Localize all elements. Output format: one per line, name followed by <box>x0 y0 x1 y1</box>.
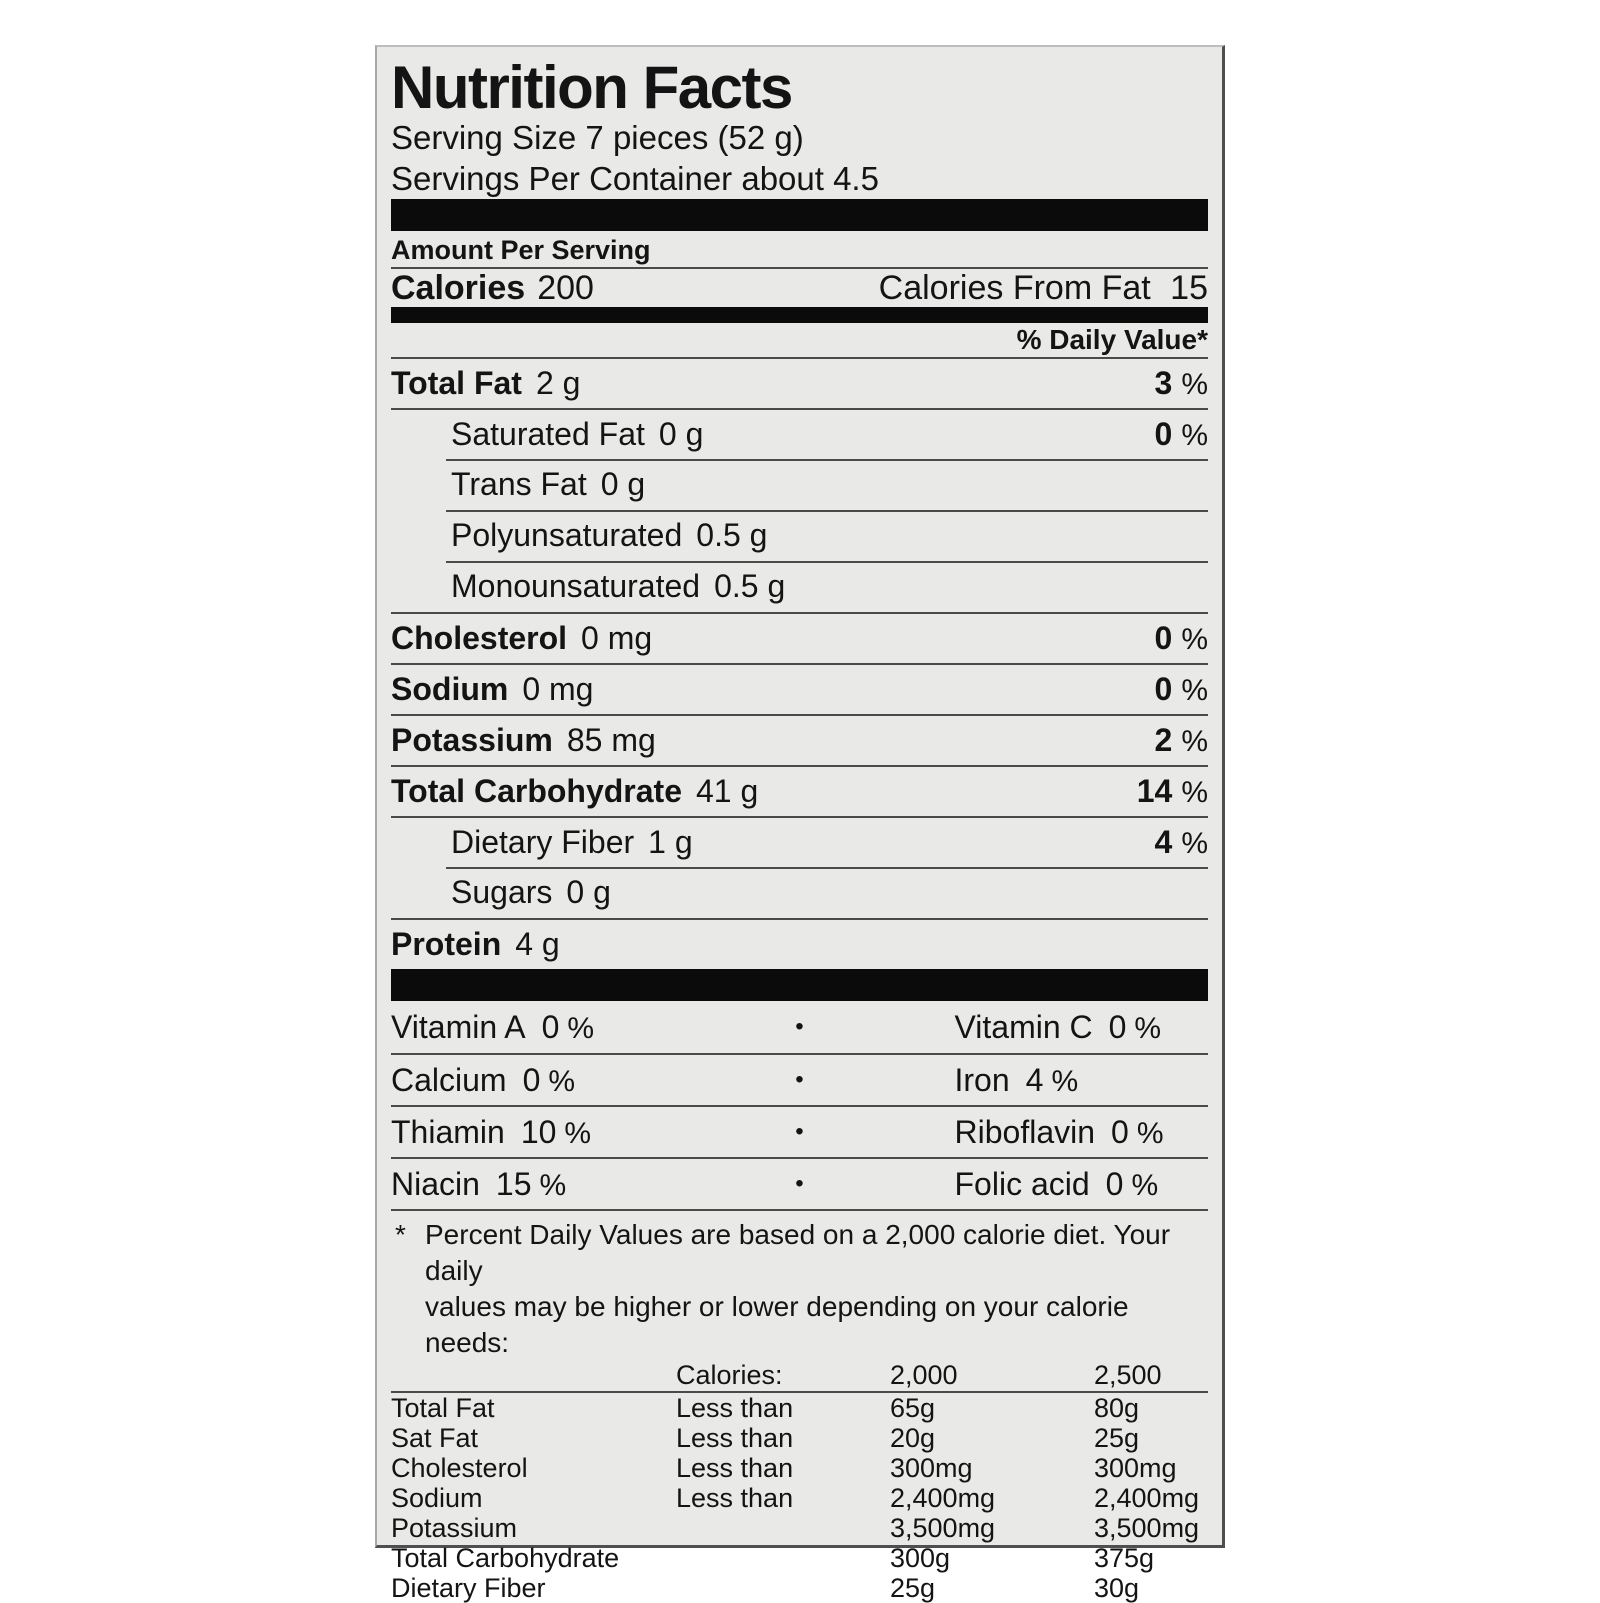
micronutrient-name: Folic acid <box>954 1165 1090 1202</box>
label-title: Nutrition Facts <box>391 54 792 121</box>
footnote-row-sodium: Sodium Less than 2,400mg 2,400mg <box>391 1483 1200 1513</box>
nutrient-amount: 41 g <box>696 773 759 809</box>
nutrient-row-saturated-fat <box>391 408 1208 459</box>
micronutrient-name: Calcium <box>391 1061 507 1098</box>
daily-value-header: % Daily Value* <box>1016 324 1208 355</box>
nutrient-label: Polyunsaturated <box>451 517 683 553</box>
percent-sign: % <box>548 1064 576 1098</box>
daily-value: 4 % <box>1154 824 1208 860</box>
nutrient-row-cholesterol <box>391 612 1208 663</box>
nutrient-amount: 4 g <box>515 926 560 962</box>
nutrient-label: Cholesterol <box>391 620 568 656</box>
percent-sign: % <box>1181 725 1208 758</box>
nutrient-row-monounsaturated <box>391 561 1208 612</box>
footnote-row-total-fat: Total Fat Less than 65g 80g <box>391 1393 1140 1423</box>
nutrient-amount: 1 g <box>648 824 693 860</box>
footnote-row-dietary-fiber: Dietary Fiber 25g 30g <box>391 1573 1140 1603</box>
nutrient-amount: 0.5 g <box>714 568 786 604</box>
nutrient-amount: 0 g <box>658 416 704 452</box>
micronutrient-row-calcium-iron <box>391 1053 1208 1105</box>
nutrition-facts-label <box>375 45 1225 1603</box>
nutrient-row-polyunsaturated <box>391 510 1208 561</box>
percent-sign: % <box>1181 623 1208 656</box>
nutrient-row-protein <box>391 918 1208 969</box>
bullet-separator: • <box>795 1066 804 1093</box>
footnote-header-2000: 2,000 <box>890 1360 958 1390</box>
micronutrient-name: Thiamin <box>391 1113 505 1150</box>
footnote-row-potassium: Potassium 3,500mg 3,500mg <box>391 1513 1200 1543</box>
daily-value: 14 % <box>1136 773 1208 809</box>
daily-value: 0 % <box>1154 416 1208 452</box>
nutrient-amount: 0 mg <box>522 671 594 707</box>
nutrient-label: Saturated Fat <box>451 416 645 452</box>
separator-bar-top <box>391 199 1208 231</box>
micronutrient-name: Vitamin A <box>391 1008 526 1045</box>
footnote-paragraph <box>391 1217 1208 1361</box>
calories-from-fat-value: 15 <box>1170 268 1208 307</box>
bullet-separator: • <box>795 1118 804 1145</box>
micronutrient-name: Riboflavin <box>954 1113 1096 1150</box>
micronutrient-row-niacin-folic-acid <box>391 1157 1208 1209</box>
percent-sign: % <box>1181 674 1208 707</box>
bullet-separator: • <box>795 1170 804 1197</box>
daily-value: 0 % <box>1154 671 1208 707</box>
footnote-row-total-carbohydrate: Total Carbohydrate 300g 375g <box>391 1543 1155 1573</box>
micronutrient-name: Iron <box>954 1061 1010 1098</box>
percent-sign: % <box>1181 368 1208 401</box>
micronutrient-value: 0 <box>522 1061 541 1098</box>
percent-sign: % <box>1051 1064 1079 1098</box>
amount-per-serving-heading: Amount Per Serving <box>391 231 1208 269</box>
nutrient-label: Potassium <box>391 722 553 758</box>
footnote-row-cholesterol: Cholesterol Less than 300mg 300mg <box>391 1453 1177 1483</box>
percent-sign: % <box>539 1168 567 1202</box>
calories-row <box>391 269 1208 307</box>
footnote-section <box>391 1209 1208 1603</box>
nutrient-label: Sodium <box>391 671 509 707</box>
footnote-header-2500: 2,500 <box>1094 1360 1162 1390</box>
micronutrient-value: 0 <box>541 1008 560 1045</box>
nutrient-label: Trans Fat <box>451 466 587 502</box>
micronutrient-value: 10 <box>520 1113 557 1150</box>
percent-sign: % <box>1181 776 1208 809</box>
footnote-line1: Percent Daily Values are based on a 2,000 calorie diet. Your daily <box>425 1219 1171 1286</box>
micronutrient-name: Vitamin C <box>954 1008 1093 1045</box>
micronutrient-name: Niacin <box>391 1165 480 1202</box>
calories-from-fat <box>879 269 1208 308</box>
nutrient-row-sodium <box>391 663 1208 714</box>
percent-sign: % <box>1136 1116 1164 1150</box>
percent-sign: % <box>1131 1168 1159 1202</box>
servings-per-container: Servings Per Container about 4.5 <box>391 160 879 197</box>
separator-bar-calories <box>391 307 1208 323</box>
nutrient-amount: 0 g <box>600 466 646 502</box>
footnote-row-sat-fat: Sat Fat Less than 20g 25g <box>391 1423 1140 1453</box>
nutrient-label: Total Carbohydrate <box>391 773 682 809</box>
calories-from-fat-label: Calories From Fat <box>878 268 1151 307</box>
nutrient-amount: 85 mg <box>566 722 656 758</box>
percent-sign: % <box>1181 827 1208 860</box>
footnote-header-calories: Calories: <box>676 1360 783 1390</box>
micronutrient-value: 0 <box>1105 1165 1124 1202</box>
footnote-line2: values may be higher or lower depending on your calorie needs: <box>425 1291 1129 1358</box>
nutrient-amount: 0 g <box>566 874 611 910</box>
bullet-separator: • <box>795 1013 804 1040</box>
nutrient-amount: 0 mg <box>581 620 653 656</box>
nutrient-label: Protein <box>391 926 502 962</box>
micronutrient-value: 0 <box>1111 1113 1129 1150</box>
nutrient-row-total-fat <box>391 357 1208 408</box>
nutrient-label: Monounsaturated <box>451 568 701 604</box>
daily-value: 3 % <box>1154 365 1208 401</box>
daily-value: 2 % <box>1154 722 1208 758</box>
percent-sign: % <box>1181 419 1208 452</box>
percent-sign: % <box>567 1011 595 1045</box>
footnote-table-header <box>391 1361 1208 1393</box>
serving-size: Serving Size 7 pieces (52 g) <box>391 119 804 156</box>
nutrient-row-total-carbohydrate <box>391 765 1208 816</box>
micronutrient-row-vitamin-a-c <box>391 1001 1208 1053</box>
nutrient-row-potassium <box>391 714 1208 765</box>
micronutrient-value: 0 <box>1108 1008 1127 1045</box>
separator-bar-protein <box>391 969 1208 1001</box>
nutrient-label: Sugars <box>451 874 553 910</box>
micronutrient-row-thiamin-riboflavin <box>391 1105 1208 1157</box>
daily-value: 0 % <box>1154 620 1208 656</box>
nutrient-row-sugars <box>391 867 1208 918</box>
calories-label: Calories <box>391 268 526 307</box>
percent-sign: % <box>1134 1011 1162 1045</box>
calories-value: 200 <box>537 268 594 307</box>
percent-sign: % <box>564 1116 592 1150</box>
nutrient-label: Dietary Fiber <box>451 824 635 860</box>
nutrient-label: Total Fat <box>391 365 522 401</box>
nutrient-amount: 0.5 g <box>696 517 768 553</box>
nutrient-row-trans-fat <box>391 459 1208 510</box>
footnote-asterisk: * <box>395 1219 406 1250</box>
nutrient-amount: 2 g <box>535 365 581 401</box>
micronutrient-value: 4 <box>1025 1061 1044 1098</box>
micronutrient-value: 15 <box>495 1165 532 1202</box>
nutrient-row-dietary-fiber <box>391 816 1208 867</box>
